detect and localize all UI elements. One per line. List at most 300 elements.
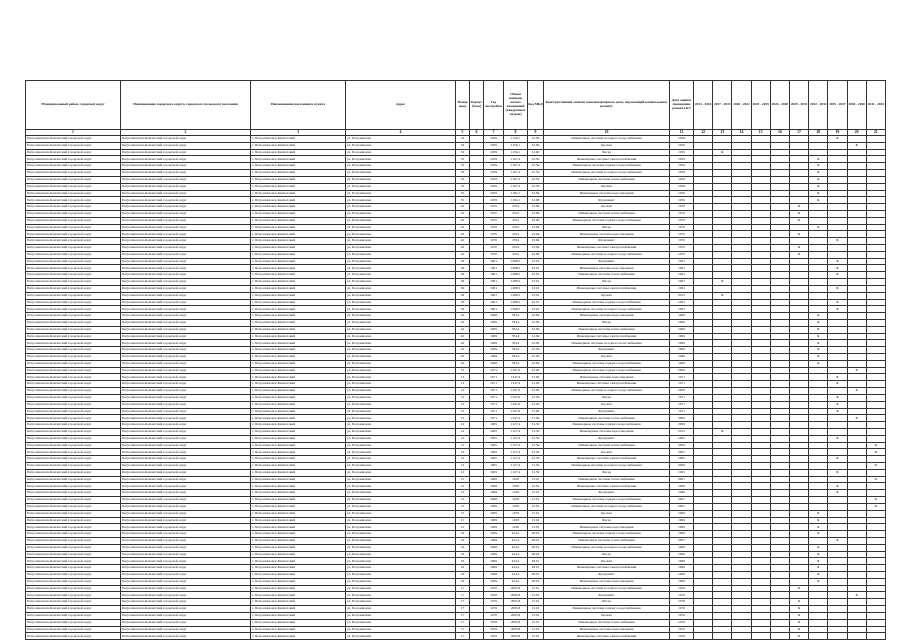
period-cell [847,442,866,449]
date-cell: 1965 [670,456,694,463]
period-cell [809,142,828,149]
period-cell [847,292,866,299]
period-cell [789,517,808,524]
period-cell [713,517,732,524]
locality-cell: г. Петропавловск-Камчатский [251,360,346,367]
column-number: 7 [484,130,504,136]
period-cell [732,210,751,217]
element-cell: Инженерные системы теплоснабжения [544,619,670,626]
district-cell: Петропавловск-Камчатский городской округ [26,442,121,449]
date-cell: 2013 [670,292,694,299]
year-cell: 1959 [484,156,504,163]
period-cell [751,469,770,476]
settlement-cell: Петропавловск-Камчатский городской округ [121,285,251,292]
period-cell [713,354,732,361]
year-cell: 1961 [484,292,504,299]
locality-cell: г. Петропавловск-Камчатский [251,408,346,415]
block-cell [470,360,484,367]
period-cell [694,626,713,633]
settlement-cell: Петропавловск-Камчатский городской округ [121,231,251,238]
period-cell [789,163,808,170]
area-cell: 784,4 [504,360,528,367]
locality-cell: г. Петропавловск-Камчатский [251,490,346,497]
year-cell: 1970 [484,210,504,217]
period-mark: X [828,374,847,381]
period-cell [770,422,789,429]
period-cell [770,374,789,381]
date-cell: 1959 [670,183,694,190]
period-cell [866,422,885,429]
area-cell: 784,4 [504,326,528,333]
block-cell [470,422,484,429]
period-cell [828,619,847,626]
street-cell: ул. Пограничная [346,394,456,401]
area-cell: 784,4 [504,354,528,361]
house-cell: 17 [456,585,470,592]
street-cell: ул. Пограничная [346,612,456,619]
period-cell [866,265,885,272]
element-cell: Инженерные системы электроснабжения [544,633,670,640]
settlement-cell: Петропавловск-Камчатский городской округ [121,544,251,551]
period-cell [770,170,789,177]
block-cell [470,354,484,361]
district-cell: Петропавловск-Камчатский городской округ [26,224,121,231]
block-cell [470,633,484,640]
period-cell [770,599,789,606]
table-row [26,394,886,401]
period-cell [828,497,847,504]
house-cell: 15 [456,510,470,517]
period-cell [713,313,732,320]
period-cell [751,347,770,354]
house-cell: 15 [456,524,470,531]
element-cell: Кровля [544,204,670,211]
period-cell [694,388,713,395]
period-cell [789,415,808,422]
period-cell [751,415,770,422]
period-cell [789,285,808,292]
locality-cell: г. Петропавловск-Камчатский [251,251,346,258]
date-cell: 1959 [670,149,694,156]
period-cell [847,537,866,544]
period-cell [847,394,866,401]
period-cell [713,572,732,579]
period-cell [770,517,789,524]
period-cell [694,490,713,497]
period-mark: X [847,592,866,599]
block-cell [470,435,484,442]
district-cell: Петропавловск-Камчатский городской округ [26,524,121,531]
period-cell [732,422,751,429]
settlement-cell: Петропавловск-Камчатский городской округ [121,238,251,245]
period-cell [847,551,866,558]
period-cell [713,238,732,245]
period-cell [789,524,808,531]
table-row [26,415,886,422]
period-cell [847,401,866,408]
block-cell [470,347,484,354]
block-cell [470,503,484,510]
area-cell: 1458 [504,490,528,497]
period-cell [789,374,808,381]
period-mark: X [809,224,828,231]
period-cell [847,531,866,538]
code-cell: 15.01 [528,476,544,483]
period-cell [713,415,732,422]
date-cell: 1976 [670,619,694,626]
capital-repair-table [25,80,886,640]
house-cell: 42 [456,319,470,326]
element-cell: Инженерные системы теплоснабжения [544,272,670,279]
street-cell: ул. Пограничная [346,272,456,279]
code-cell: 23.66 [528,224,544,231]
period-cell [770,272,789,279]
period-cell [751,544,770,551]
locality-cell: г. Петропавловск-Камчатский [251,238,346,245]
period-mark: X [809,176,828,183]
period-cell [866,136,885,143]
period-cell [828,449,847,456]
area-cell: 1167,4 [504,170,528,177]
house-cell: 36 [456,265,470,272]
period-cell [809,381,828,388]
date-cell: 2007 [670,449,694,456]
column-number: 18 [809,130,828,136]
date-cell: 2009 [670,367,694,374]
year-cell: 1976 [484,633,504,640]
area-cell: 1488,5 [504,285,528,292]
house-cell: 35 [456,156,470,163]
table-row [26,524,886,531]
element-cell: Инженерные системы теплоснабжения [544,537,670,544]
period-cell [809,245,828,252]
column-header: Номер дома [456,81,470,130]
period-cell [713,606,732,613]
period-cell [732,197,751,204]
period-cell [713,599,732,606]
period-cell [770,190,789,197]
element-cell: Кровля [544,558,670,565]
period-cell [789,428,808,435]
code-cell: 32.66 [528,197,544,204]
settlement-cell: Петропавловск-Камчатский городской округ [121,537,251,544]
district-cell: Петропавловск-Камчатский городской округ [26,531,121,538]
period-cell [789,299,808,306]
period-cell [866,428,885,435]
period-cell [751,422,770,429]
table-row [26,210,886,217]
settlement-cell: Петропавловск-Камчатский городской округ [121,299,251,306]
district-cell: Петропавловск-Камчатский городской округ [26,388,121,395]
locality-cell: г. Петропавловск-Камчатский [251,415,346,422]
period-cell [732,503,751,510]
column-header: Наименование городского округа, городского (сельского) поселения [121,81,251,130]
period-mark: X [809,170,828,177]
period-cell [694,224,713,231]
code-cell: 31.00 [528,401,544,408]
street-cell: ул. Пограничная [346,258,456,265]
code-cell: 32.50 [528,170,544,177]
settlement-cell: Петропавловск-Камчатский городской округ [121,565,251,572]
code-cell: 23.01 [528,292,544,299]
table-row [26,619,886,626]
date-cell: 1969 [670,360,694,367]
column-number: 10 [544,130,670,136]
code-cell: 23.01 [528,258,544,265]
period-cell [751,408,770,415]
street-cell: ул. Пограничная [346,422,456,429]
element-cell: Инженерные системы водоотведения [544,313,670,320]
date-cell: 1965 [670,435,694,442]
period-cell [866,360,885,367]
house-cell: 16 [456,544,470,551]
locality-cell: г. Петропавловск-Камчатский [251,524,346,531]
settlement-cell: Петропавловск-Камчатский городской округ [121,149,251,156]
period-cell [847,217,866,224]
locality-cell: г. Петропавловск-Камчатский [251,367,346,374]
period-cell [732,558,751,565]
period-cell [866,510,885,517]
block-cell [470,456,484,463]
code-cell: 28.01 [528,578,544,585]
period-cell [789,313,808,320]
locality-cell: г. Петропавловск-Камчатский [251,592,346,599]
period-cell [713,551,732,558]
house-cell: 42 [456,326,470,333]
period-cell [732,497,751,504]
period-cell [751,319,770,326]
period-cell [847,578,866,585]
code-cell: 32.50 [528,156,544,163]
period-cell [866,537,885,544]
element-cell: Кровля [544,449,670,456]
street-cell: ул. Пограничная [346,578,456,585]
period-cell [770,497,789,504]
period-cell [789,149,808,156]
period-cell [847,503,866,510]
period-cell [770,238,789,245]
table-row [26,558,886,565]
column-number: 2 [121,130,251,136]
period-cell [694,197,713,204]
column-number: 20 [847,130,866,136]
period-mark: X [866,497,885,504]
period-cell [866,517,885,524]
locality-cell: г. Петропавловск-Камчатский [251,394,346,401]
date-cell: 1976 [670,592,694,599]
table-row [26,217,886,224]
period-cell [789,490,808,497]
table-row [26,265,886,272]
street-cell: ул. Пограничная [346,149,456,156]
period-cell [866,176,885,183]
period-mark: X [828,469,847,476]
year-cell: 1965 [484,428,504,435]
house-cell: 35 [456,163,470,170]
locality-cell: г. Петропавловск-Камчатский [251,503,346,510]
street-cell: ул. Пограничная [346,156,456,163]
period-cell [770,456,789,463]
area-cell: 1347,9 [504,415,528,422]
period-cell [770,381,789,388]
period-mark: X [828,381,847,388]
column-header: Дата оценки проведения ремонта КЭ [670,81,694,130]
period-cell [694,292,713,299]
code-cell: 15.01 [528,626,544,633]
area-cell: 2695,8 [504,612,528,619]
district-cell: Петропавловск-Камчатский городской округ [26,633,121,640]
period-cell [732,476,751,483]
period-cell [866,592,885,599]
period-cell [866,367,885,374]
column-number: 3 [251,130,346,136]
period-cell [809,401,828,408]
period-cell [694,422,713,429]
area-cell: 2354 [504,210,528,217]
period-cell [847,558,866,565]
street-cell: ул. Пограничная [346,217,456,224]
date-cell: 2007 [670,503,694,510]
period-mark: X [828,537,847,544]
block-cell [470,401,484,408]
period-cell [866,238,885,245]
table-row [26,306,886,313]
settlement-cell: Петропавловск-Камчатский городской округ [121,633,251,640]
block-cell [470,537,484,544]
period-mark: X [713,149,732,156]
street-cell: ул. Пограничная [346,442,456,449]
period-cell [713,217,732,224]
district-cell: Петропавловск-Камчатский городской округ [26,354,121,361]
period-cell [770,476,789,483]
period-cell [847,619,866,626]
period-cell [732,142,751,149]
period-cell [847,490,866,497]
period-cell [713,490,732,497]
area-cell: 2695,8 [504,626,528,633]
date-cell: 1970 [670,238,694,245]
table-row [26,483,886,490]
period-cell [847,156,866,163]
period-cell [732,388,751,395]
period-cell [847,340,866,347]
column-header: 2032 - 2034 [809,81,828,130]
date-cell: 1969 [670,347,694,354]
block-cell [470,374,484,381]
period-cell [866,388,885,395]
period-cell [713,592,732,599]
district-cell: Петропавловск-Камчатский городской округ [26,217,121,224]
period-cell [866,544,885,551]
period-cell [847,517,866,524]
period-cell [847,224,866,231]
period-cell [751,592,770,599]
period-mark: X [828,136,847,143]
district-cell: Петропавловск-Камчатский городской округ [26,558,121,565]
period-cell [713,333,732,340]
period-cell [732,572,751,579]
year-cell: 1976 [484,599,504,606]
period-cell [828,578,847,585]
block-cell [470,306,484,313]
year-cell: 1965 [484,463,504,470]
period-cell [751,449,770,456]
date-cell: 2009 [670,388,694,395]
street-cell: ул. Пограничная [346,313,456,320]
locality-cell: г. Петропавловск-Камчатский [251,463,346,470]
year-cell: 1971 [484,415,504,422]
period-mark: X [828,272,847,279]
period-cell [713,585,732,592]
period-mark: X [789,619,808,626]
column-header: 2023 - 2025 [751,81,770,130]
element-cell: Фундамент [544,258,670,265]
period-cell [866,626,885,633]
period-cell [866,204,885,211]
period-cell [847,197,866,204]
table-row [26,319,886,326]
area-cell: 424,2 [504,551,528,558]
period-cell [866,374,885,381]
period-cell [789,401,808,408]
area-cell: 2354 [504,245,528,252]
period-cell [732,428,751,435]
street-cell: ул. Пограничная [346,381,456,388]
period-mark: X [809,313,828,320]
period-cell [732,360,751,367]
table-row [26,183,886,190]
block-cell [470,163,484,170]
house-cell: 15 [456,517,470,524]
district-cell: Петропавловск-Камчатский городской округ [26,483,121,490]
date-cell: 1969 [670,326,694,333]
element-cell: Инженерные системы электроснабжения [544,333,670,340]
table-row [26,292,886,299]
period-cell [770,633,789,640]
block-cell [470,449,484,456]
period-cell [847,333,866,340]
settlement-cell: Петропавловск-Камчатский городской округ [121,463,251,470]
period-cell [770,258,789,265]
block-cell [470,313,484,320]
block-cell [470,142,484,149]
table-row [26,354,886,361]
street-cell: ул. Пограничная [346,449,456,456]
block-cell [470,612,484,619]
element-cell: Инженерные системы горячего водоснабжения [544,497,670,504]
house-cell: 12 [456,469,470,476]
period-cell [847,497,866,504]
settlement-cell: Петропавловск-Камчатский городской округ [121,408,251,415]
period-cell [828,558,847,565]
period-cell [828,463,847,470]
period-cell [828,422,847,429]
period-cell [732,306,751,313]
period-cell [770,245,789,252]
locality-cell: г. Петропавловск-Камчатский [251,449,346,456]
table-row [26,142,886,149]
settlement-cell: Петропавловск-Камчатский городской округ [121,272,251,279]
settlement-cell: Петропавловск-Камчатский городской округ [121,394,251,401]
table-row [26,633,886,640]
period-cell [732,204,751,211]
code-cell: 31.00 [528,381,544,388]
year-cell: 1971 [484,374,504,381]
settlement-cell: Петропавловск-Камчатский городской округ [121,292,251,299]
period-cell [770,183,789,190]
period-cell [770,285,789,292]
period-mark: X [809,333,828,340]
